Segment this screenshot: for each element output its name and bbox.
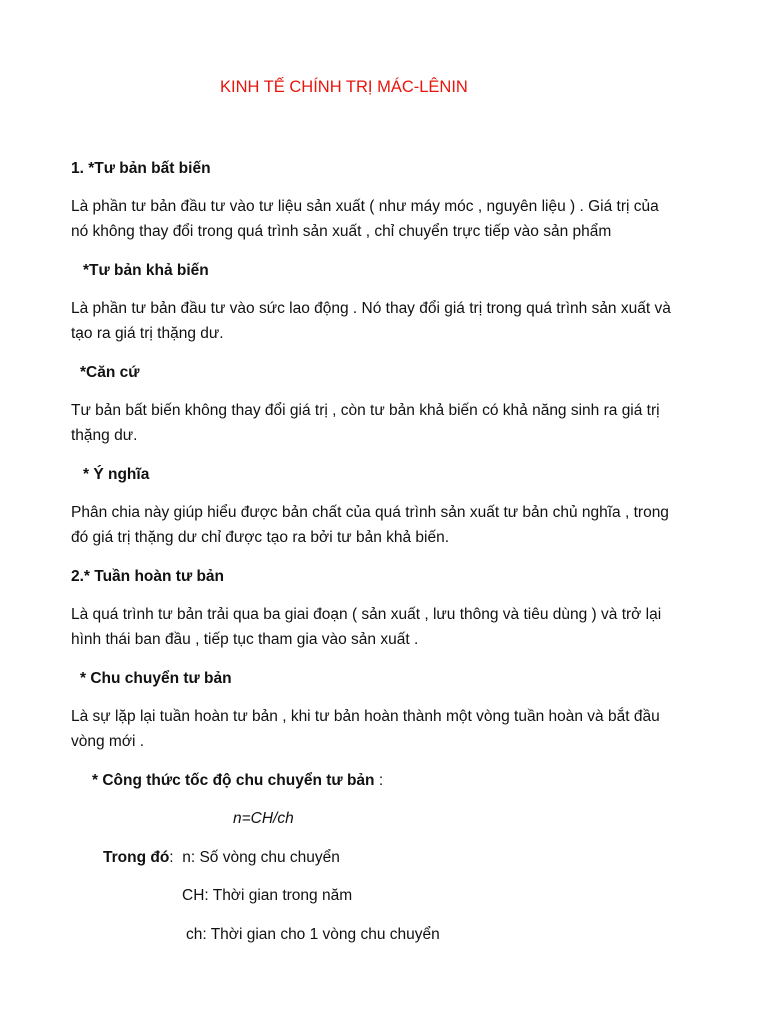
paragraph-line: Là sự lặp lại tuần hoàn tư bản , khi tư bản hoàn thành một vòng tuần hoàn và bắt đầu	[71, 708, 660, 725]
heading-capital-circuit: 2.* Tuần hoàn tư bản	[71, 568, 225, 585]
paragraph-line: Là phần tư bản đầu tư vào sức lao động . Nó thay đổi giá trị trong quá trình sản xuất và	[71, 300, 671, 317]
heading-variable-capital: *Tư bản khả biến	[83, 262, 209, 279]
heading-significance: * Ý nghĩa	[83, 466, 150, 483]
paragraph-line: vòng mới .	[71, 733, 145, 750]
paragraph-line: Phân chia này giúp hiểu được bản chất của quá trình sản xuất tư bản chủ nghĩa , trong	[71, 504, 669, 521]
heading-constant-capital: 1. *Tư bản bất biến	[71, 160, 211, 177]
paragraph-line: nó không thay đổi trong quá trình sản xuất , chỉ chuyển trực tiếp vào sản phẩm	[71, 223, 612, 240]
formula-heading-colon: :	[374, 772, 384, 789]
paragraph-line: đó giá trị thặng dư chỉ được tạo ra bởi tư bản khả biến.	[71, 529, 450, 546]
paragraph-line: hình thái ban đầu , tiếp tục tham gia vào sản xuất .	[71, 631, 419, 648]
heading-turnover-formula	[92, 771, 383, 791]
paragraph-line: Là quá trình tư bản trải qua ba giai đoạn ( sản xuất , lưu thông và tiêu dùng ) và trở lại	[71, 606, 662, 623]
definition-ch: ch: Thời gian cho 1 vòng chu chuyển	[186, 926, 440, 943]
where-label: Trong đó	[103, 849, 170, 866]
definition-n: n: Số vòng chu chuyển	[173, 849, 340, 866]
formula-heading-text: * Công thức tốc độ chu chuyển tư bản	[92, 772, 375, 789]
definition-CH: CH: Thời gian trong năm	[182, 887, 353, 904]
paragraph-line: tạo ra giá trị thặng dư.	[71, 325, 224, 342]
paragraph-line: thặng dư.	[71, 427, 138, 444]
where-colon: :	[169, 849, 174, 866]
heading-capital-turnover: * Chu chuyển tư bản	[80, 670, 232, 687]
document-title: KINH TẾ CHÍNH TRỊ MÁC-LÊNIN	[220, 78, 468, 96]
paragraph-line: Tư bản bất biến không thay đổi giá trị , còn tư bản khả biến có khả năng sinh ra giá trị	[71, 402, 660, 419]
paragraph-line: Là phần tư bản đầu tư vào tư liệu sản xuất ( như máy móc , nguyên liệu ) . Giá trị của	[71, 198, 659, 215]
definition-row-n	[103, 848, 340, 868]
turnover-formula: n=CH/ch	[233, 810, 294, 827]
heading-basis: *Căn cứ	[80, 364, 140, 381]
